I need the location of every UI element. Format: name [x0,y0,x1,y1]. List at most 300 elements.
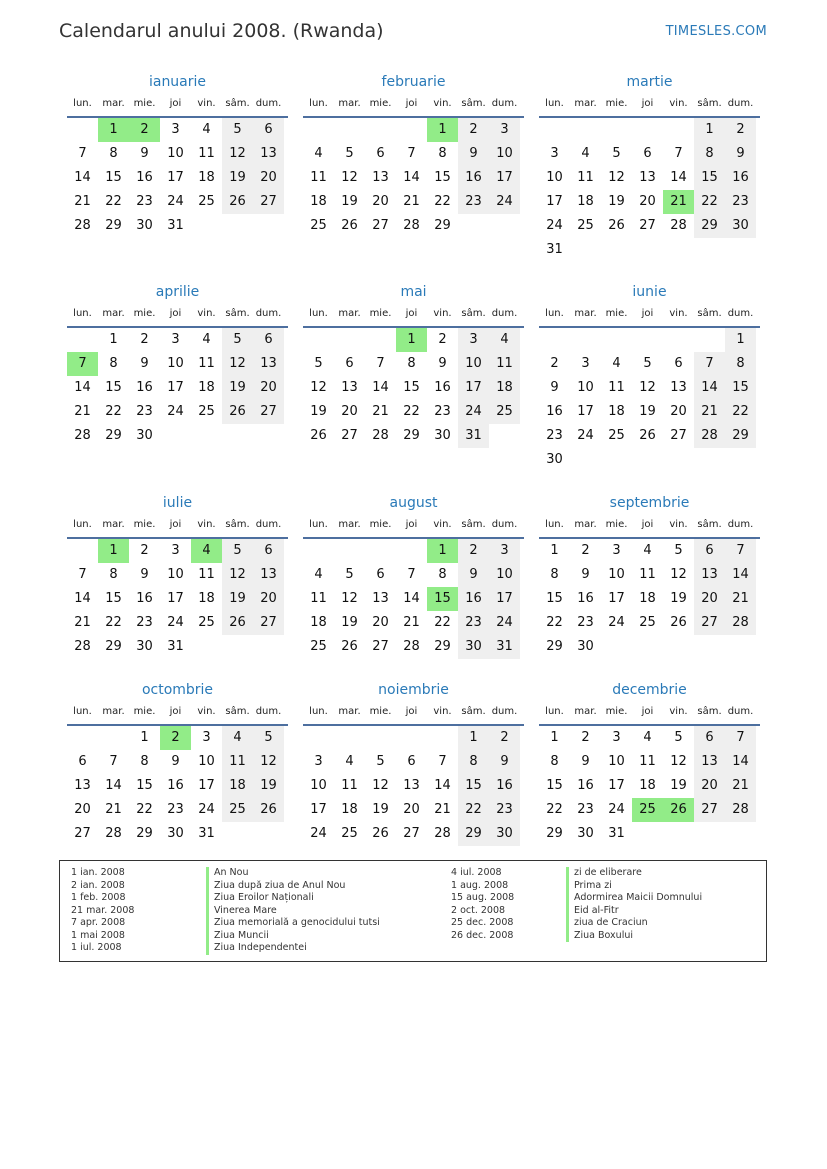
month-iulie [67,493,288,659]
day-grid [539,539,760,659]
weekday-label: sâm. [461,706,486,717]
day-cell: 18 [639,591,656,606]
day-cell: 6 [674,356,683,371]
day-cell: 13 [403,778,420,793]
day-cell: 18 [341,802,358,817]
empty-cell [663,118,694,142]
day-cell: 22 [546,615,563,630]
day-cell: 10 [577,380,594,395]
month-septembrie [539,493,760,659]
weekday-label: sâm. [225,519,250,530]
empty-cell [663,328,694,352]
page-title: Calendarul anului 2008. (Rwanda) [59,20,384,42]
day-cell: 7 [674,146,683,161]
day-cell: 27 [639,218,656,233]
empty-cell [570,118,601,142]
weekday-label: mar. [102,706,125,717]
month-name: iunie [632,284,667,300]
month-ianuarie [67,72,288,238]
day-cell: 16 [136,591,153,606]
day-cell: 8 [725,352,756,376]
day-cell: 19 [310,404,327,419]
weekday-label: mie. [605,98,628,109]
legend-holiday-name: Adormirea Maicii Domnului [566,892,702,905]
empty-cell [365,328,396,352]
weekday-label: mar. [102,519,125,530]
day-cell: 11 [198,146,215,161]
day-cell: 13 [372,170,389,185]
day-cell: 15 [725,376,756,400]
weekday-label: mie. [369,98,392,109]
month-iunie [539,282,760,472]
weekday-label: joi [405,706,418,717]
day-grid [539,118,760,262]
day-cell: 26 [341,639,358,654]
day-cell: 12 [253,750,284,774]
day-cell: 16 [577,591,594,606]
day-cell: 4 [314,146,323,161]
empty-cell [632,328,663,352]
legend-date: 1 mai 2008 [71,929,125,941]
day-cell: 2 [458,539,489,563]
day-cell: 7 [725,726,756,750]
day-cell: 1 [109,332,118,347]
day-cell: 10 [167,356,184,371]
weekday-label: mie. [605,308,628,319]
day-cell: 28 [403,639,420,654]
day-cell: 19 [670,591,687,606]
weekday-header [67,700,288,726]
day-cell: 22 [403,404,420,419]
weekday-label: lun. [73,98,92,109]
day-cell: 10 [167,567,184,582]
day-cell: 29 [105,428,122,443]
day-cell: 27 [670,428,687,443]
empty-cell [303,328,334,352]
day-cell: 19 [639,404,656,419]
day-cell: 4 [314,567,323,582]
weekday-header [539,92,760,118]
day-cell: 19 [253,774,284,798]
day-cell: 29 [458,822,489,846]
day-cell: 27 [253,400,284,424]
day-cell: 4 [643,543,652,558]
day-cell: 9 [550,380,559,395]
weekday-label: mie. [369,519,392,530]
day-cell: 10 [198,754,215,769]
day-cell: 29 [136,826,153,841]
day-cell: 9 [171,754,180,769]
day-cell: 25 [198,615,215,630]
day-cell: 26 [222,190,253,214]
day-cell: 5 [674,543,683,558]
day-cell: 28 [74,639,91,654]
day-cell: 19 [222,376,253,400]
day-cell: 5 [222,328,253,352]
day-grid [303,539,524,659]
day-cell: 7 [407,146,416,161]
day-cell: 5 [612,146,621,161]
day-cell: 17 [608,591,625,606]
day-cell: 14 [434,778,451,793]
day-cell: 21 [372,404,389,419]
day-cell: 5 [222,118,253,142]
day-cell: 20 [253,166,284,190]
legend-holiday-name: Ziua Boxului [566,930,702,943]
day-cell: 26 [253,798,284,822]
day-cell: 21 [725,587,756,611]
month-martie [539,72,760,262]
weekday-label: mar. [338,706,361,717]
day-cell: 13 [639,170,656,185]
day-cell: 8 [694,142,725,166]
legend-date: 26 dec. 2008 [451,929,514,941]
day-cell: 29 [403,428,420,443]
legend-names-left [206,867,380,955]
day-cell: 25 [577,218,594,233]
empty-cell [67,328,98,352]
day-cell: 9 [581,567,590,582]
day-cell: 20 [694,774,725,798]
holiday-day-cell: 1 [396,328,427,352]
day-cell: 27 [253,611,284,635]
day-cell: 4 [345,754,354,769]
month-aprilie [67,282,288,448]
day-cell: 3 [171,122,180,137]
weekday-label: dum. [491,308,518,319]
holiday-day-cell: 1 [98,118,129,142]
brand-link[interactable]: TIMESLES.COM [665,24,767,39]
day-cell: 23 [546,428,563,443]
day-cell: 13 [74,778,91,793]
holiday-legend [59,860,767,962]
month-name: noiembrie [378,682,449,698]
day-cell: 9 [438,356,447,371]
empty-cell [632,118,663,142]
weekday-header [539,513,760,539]
day-cell: 12 [341,591,358,606]
empty-cell [303,726,334,750]
day-cell: 11 [341,778,358,793]
day-cell: 8 [407,356,416,371]
day-cell: 4 [581,146,590,161]
weekday-label: vin. [197,519,216,530]
empty-cell [67,539,98,563]
day-cell: 17 [167,170,184,185]
empty-cell [396,118,427,142]
day-cell: 4 [222,726,253,750]
month-name: februarie [381,74,446,90]
day-cell: 28 [725,611,756,635]
day-cell: 22 [434,194,451,209]
day-grid [67,726,288,846]
month-februarie [303,72,524,238]
weekday-label: mie. [605,706,628,717]
day-cell: 18 [489,376,520,400]
day-cell: 30 [546,452,563,467]
empty-cell [67,726,98,750]
day-cell: 25 [222,798,253,822]
day-cell: 9 [489,750,520,774]
day-cell: 20 [253,376,284,400]
day-cell: 11 [222,750,253,774]
day-cell: 16 [458,166,489,190]
day-cell: 22 [725,400,756,424]
day-cell: 10 [608,754,625,769]
day-cell: 6 [376,567,385,582]
day-cell: 15 [434,170,451,185]
weekday-label: vin. [197,98,216,109]
day-cell: 24 [198,802,215,817]
day-cell: 24 [489,611,520,635]
month-name: septembrie [609,495,690,511]
day-cell: 30 [577,826,594,841]
day-cell: 17 [458,376,489,400]
empty-cell [601,118,632,142]
day-cell: 2 [458,118,489,142]
day-cell: 29 [434,639,451,654]
day-cell: 7 [407,567,416,582]
month-name: mai [400,284,427,300]
day-cell: 4 [202,332,211,347]
day-grid [67,118,288,238]
day-cell: 15 [546,591,563,606]
day-cell: 24 [489,190,520,214]
legend-holiday-name: Ziua memorială a genocidului tutsi [206,917,380,930]
weekday-header [303,700,524,726]
day-cell: 29 [694,214,725,238]
weekday-label: lun. [73,519,92,530]
day-cell: 17 [167,591,184,606]
day-cell: 25 [489,400,520,424]
day-cell: 17 [489,166,520,190]
day-cell: 23 [136,615,153,630]
holiday-day-cell: 2 [160,726,191,750]
day-cell: 16 [489,774,520,798]
month-mai [303,282,524,448]
day-cell: 6 [253,328,284,352]
holiday-day-cell: 21 [663,190,694,214]
legend-date: 1 aug. 2008 [451,879,509,891]
day-cell: 4 [489,328,520,352]
day-cell: 2 [140,332,149,347]
weekday-label: vin. [669,308,688,319]
day-cell: 29 [546,639,563,654]
weekday-label: vin. [433,706,452,717]
day-cell: 29 [546,826,563,841]
weekday-label: vin. [433,98,452,109]
day-cell: 9 [581,754,590,769]
day-cell: 31 [167,218,184,233]
day-cell: 7 [109,754,118,769]
day-cell: 30 [489,822,520,846]
day-grid [67,539,288,659]
day-cell: 12 [310,380,327,395]
weekday-label: sâm. [697,519,722,530]
empty-cell [334,539,365,563]
empty-cell [396,539,427,563]
day-cell: 22 [105,194,122,209]
month-name: ianuarie [148,74,207,90]
empty-cell [427,726,458,750]
day-cell: 2 [438,332,447,347]
day-cell: 6 [694,539,725,563]
day-cell: 2 [489,726,520,750]
day-cell: 25 [341,826,358,841]
day-cell: 8 [109,146,118,161]
weekday-label: joi [405,519,418,530]
legend-holiday-name: Ziua Muncii [206,930,380,943]
weekday-label: sâm. [461,308,486,319]
day-cell: 14 [725,563,756,587]
day-cell: 21 [403,194,420,209]
empty-cell [303,118,334,142]
day-cell: 23 [458,190,489,214]
day-cell: 22 [434,615,451,630]
day-cell: 16 [725,166,756,190]
day-cell: 27 [372,639,389,654]
day-cell: 1 [550,543,559,558]
day-cell: 14 [725,750,756,774]
day-cell: 6 [407,754,416,769]
day-cell: 14 [403,170,420,185]
day-cell: 23 [577,802,594,817]
weekday-label: lun. [309,519,328,530]
day-cell: 12 [341,170,358,185]
day-cell: 30 [725,214,756,238]
day-cell: 15 [105,170,122,185]
day-cell: 28 [434,826,451,841]
weekday-label: lun. [73,706,92,717]
weekday-label: lun. [309,706,328,717]
holiday-day-cell: 2 [129,118,160,142]
weekday-label: mie. [605,519,628,530]
day-cell: 1 [725,328,756,352]
day-cell: 31 [198,826,215,841]
day-cell: 21 [105,802,122,817]
day-cell: 20 [670,404,687,419]
day-cell: 13 [694,750,725,774]
weekday-label: dum. [727,308,754,319]
day-cell: 15 [105,591,122,606]
day-cell: 13 [694,563,725,587]
weekday-label: sâm. [697,98,722,109]
day-cell: 4 [202,122,211,137]
day-cell: 14 [670,170,687,185]
day-cell: 21 [434,802,451,817]
day-cell: 19 [372,802,389,817]
day-cell: 27 [694,611,725,635]
day-cell: 7 [438,754,447,769]
day-cell: 24 [458,400,489,424]
day-cell: 30 [136,428,153,443]
weekday-label: vin. [433,308,452,319]
day-cell: 13 [253,563,284,587]
legend-dates-right [451,867,514,942]
day-cell: 12 [639,380,656,395]
day-cell: 18 [608,404,625,419]
day-cell: 12 [670,567,687,582]
weekday-label: mie. [133,519,156,530]
weekday-label: dum. [255,308,282,319]
day-cell: 19 [222,587,253,611]
day-cell: 2 [550,356,559,371]
weekday-label: mar. [338,519,361,530]
day-cell: 18 [310,615,327,630]
day-cell: 24 [310,826,327,841]
day-cell: 29 [105,218,122,233]
empty-cell [334,328,365,352]
day-cell: 10 [546,170,563,185]
day-cell: 6 [345,356,354,371]
day-cell: 28 [74,428,91,443]
day-cell: 14 [74,380,91,395]
day-cell: 11 [639,754,656,769]
weekday-label: joi [405,308,418,319]
day-cell: 20 [372,194,389,209]
empty-cell [303,539,334,563]
weekday-label: lun. [73,308,92,319]
day-cell: 31 [546,242,563,257]
day-cell: 3 [314,754,323,769]
day-cell: 15 [136,778,153,793]
day-cell: 27 [372,218,389,233]
day-cell: 3 [202,730,211,745]
day-cell: 22 [694,190,725,214]
day-cell: 9 [725,142,756,166]
day-cell: 14 [105,778,122,793]
month-name: decembrie [612,682,687,698]
day-cell: 10 [608,567,625,582]
weekday-label: mar. [102,98,125,109]
legend-holiday-name: Prima zi [566,880,702,893]
weekday-label: dum. [491,519,518,530]
day-cell: 27 [253,190,284,214]
day-cell: 6 [78,754,87,769]
day-grid [539,328,760,472]
legend-holiday-name: An Nou [206,867,380,880]
empty-cell [98,726,129,750]
legend-date: 1 ian. 2008 [71,867,125,878]
weekday-label: dum. [255,706,282,717]
day-cell: 7 [694,352,725,376]
day-cell: 6 [253,118,284,142]
day-cell: 30 [434,428,451,443]
day-cell: 10 [167,146,184,161]
legend-date: 21 mar. 2008 [71,904,135,916]
day-cell: 12 [608,170,625,185]
day-cell: 13 [253,352,284,376]
day-cell: 29 [725,424,756,448]
day-cell: 16 [136,170,153,185]
weekday-label: joi [641,308,654,319]
day-cell: 27 [694,798,725,822]
day-cell: 8 [458,750,489,774]
weekday-header [67,513,288,539]
day-cell: 21 [74,615,91,630]
day-cell: 28 [372,428,389,443]
weekday-label: joi [641,98,654,109]
day-cell: 21 [403,615,420,630]
day-cell: 23 [725,190,756,214]
empty-cell [334,118,365,142]
day-cell: 23 [458,611,489,635]
day-cell: 29 [434,218,451,233]
empty-cell [365,118,396,142]
day-cell: 18 [310,194,327,209]
day-cell: 5 [314,356,323,371]
weekday-label: vin. [197,706,216,717]
